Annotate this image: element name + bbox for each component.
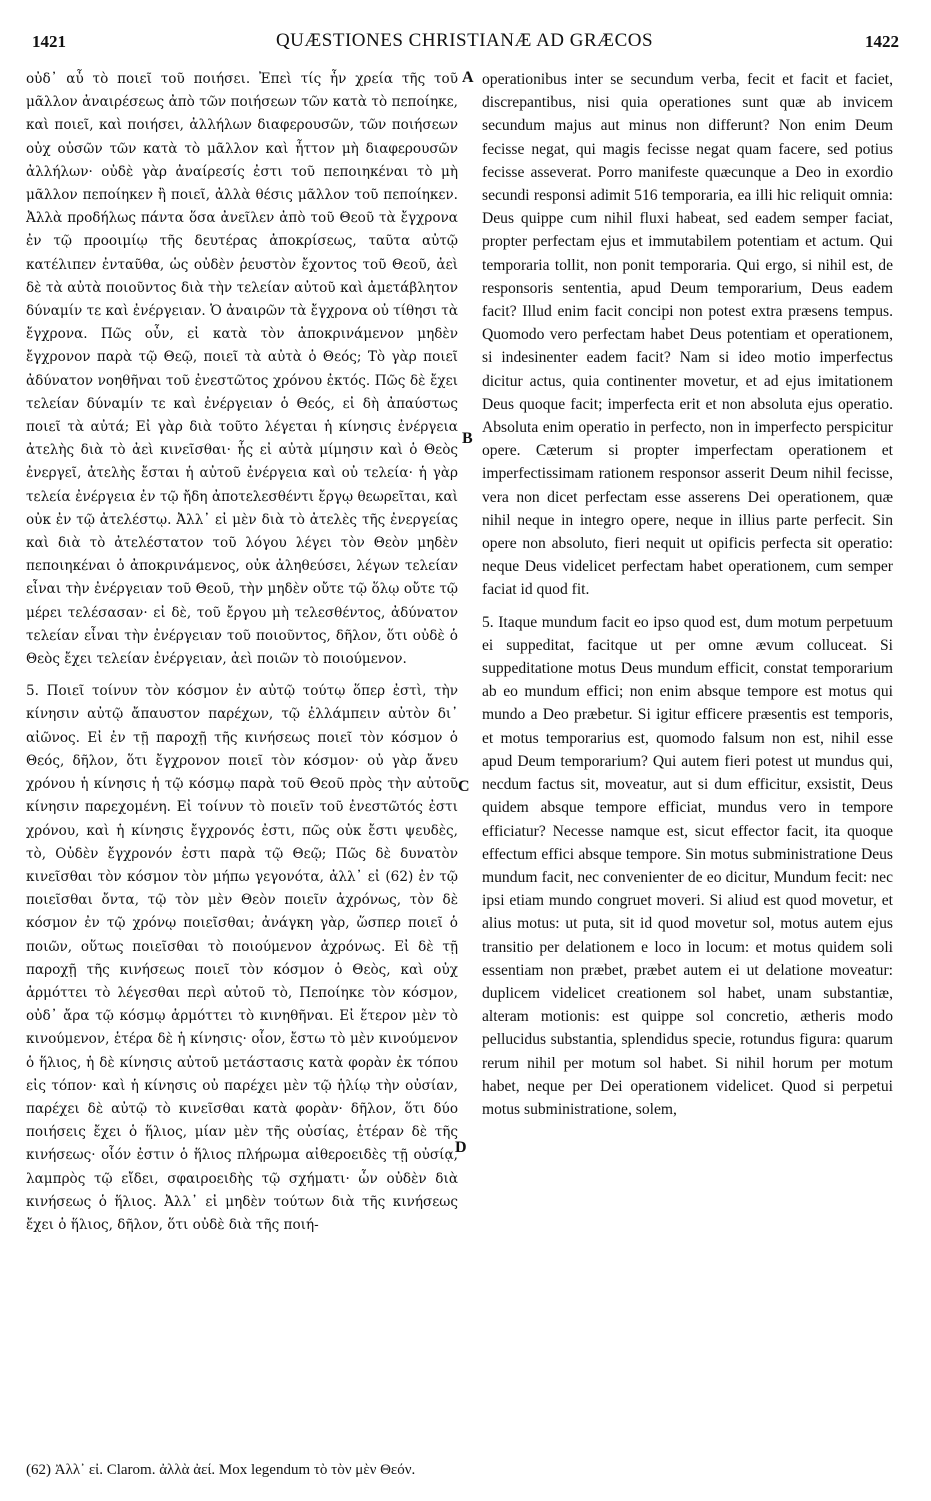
greek-paragraph-1: οὐδ᾽ αὖ τὸ ποιεῖ τοῦ ποιήσει. Ἐπεὶ τίς ἦν χρεία τῆς τοῦ μᾶλλον ἀναιρέσεως ἀπὸ τῶν ποιήσεων τῶν κατὰ τὸ πεποίηκε, καὶ ποιεῖ, καὶ ποιήσει, ἀλλήλων διαφερουσῶν, τῶν ποιήσεων οὐχ οὐσῶν τῶν κατὰ τὸ μᾶλλον καὶ ἧττον μὴ διαφερουσῶν ἀλλήλων· οὐδὲ γὰρ ἀναίρεσίς ἐστι τοῦ πεποιηκέναι τὸ μὴ μᾶλλον πεποίηκεν ἢ ποιεῖ, ἀλλὰ θέσις μᾶλλον τοῦ πεποίηκεν. Ἀλλὰ προδήλως πάντα ὅσα ἀνεῖλεν ἀπὸ τοῦ Θεοῦ τὰ ἔγχρονα ἐν τῷ προοιμίῳ τῆς δευτέρας ἀποκρίσεως, ταῦτα αὐτῷ κατέλιπεν ἐνταῦθα, ὡς οὐδὲν ῥευστὸν ἔχοντος τοῦ Θεοῦ, ἀεὶ δὲ τὰ αὐτὰ ποιοῦντος διὰ τὴν τελείαν αὐτοῦ καὶ ἀμετάβλητον δύναμίν τε καὶ ἐνέργειαν. Ὁ ἀναιρῶν τὰ ἔγχρονα οὐ τίθησι τὰ ἔγχρονα. Πῶς οὖν, εἰ κατὰ τὸν ἀποκρινάμενον μηδὲν ἔγχρονον παρὰ τῷ Θεῷ, ποιεῖ τὰ αὐτὰ ὁ Θεός; Τὸ γὰρ ποιεῖ ἀδύνατον νοηθῆναι τοῦ ἐνεστῶτος χρόνου ἐκτός. Πῶς δὲ ἔχει τελείαν δύναμίν τε καὶ ἐνέργειαν ὁ Θεός, εἰ δὴ ἀπαύστως ποιεῖ τὰ αὐτά; Εἰ γὰρ διὰ τοῦτο λέγεται ἡ κίνησις ἐνέργεια ἀτελὴς διὰ τὸ ἀεὶ κινεῖσθαι· ἧς εἰ αὐτὰ μίμησιν καὶ ὁ Θεὸς ἐνεργεῖ, ἀτελὴς ἔσται ἡ αὐτοῦ ἐνέργεια καὶ οὐ τελεία· ἡ γὰρ τελεία ἐνέργεια ἐν τῷ ἤδη ἀποτελεσθέντι ἔργῳ θεωρεῖται, καὶ οὐκ ἐν τῷ ἀτελέστῳ. Ἀλλ᾽ εἰ μὲν διὰ τὸ ἀτελὲς τῆς ἐνεργείας καὶ διὰ τὸ ἀτελέστατον τοῦ λόγου λέγει τὸν Θεὸν μηδὲν πεποιηκέναι ὁ ἀποκρινάμενος, οὐκ ἀληθεύσει, λέγων τελείαν εἶναι τὴν ἐνέργειαν τοῦ Θεοῦ, τὴν μηδὲν οὔτε τῷ ὅλῳ οὔτε τῷ μέρει τελέσασαν· εἰ δὲ, τοῦ ἔργου μὴ τελεσθέντος, ἀδύνατον τελείαν εἶναι τὴν ἐνέργειαν τοῦ ποιοῦντος, δῆλον, ὅτι οὐδὲ ὁ Θεὸς ἔχει τελείαν ἐνέργειαν, ἀεὶ ποιῶν τὸ ποιούμενον. — [26, 71, 458, 668]
page-number-right: 1422 — [865, 32, 899, 51]
page-number-left: 1421 — [32, 32, 66, 51]
running-title: QUÆSTIONES CHRISTIANÆ AD GRÆCOS — [275, 30, 654, 51]
footnote: (62) Ἀλλ᾽ εἰ. Clarom. ἀλλὰ ἀεί. Mox legendum τὸ τὸν μὲν Θεόν. — [26, 1462, 416, 1478]
margin-marker-b: B — [462, 430, 473, 447]
running-header — [26, 30, 903, 56]
greek-column — [26, 68, 458, 1237]
margin-marker-c: C — [458, 778, 470, 795]
greek-paragraph-2: 5. Ποιεῖ τοίνυν τὸν κόσμον ἐν αὐτῷ τούτῳ ὅπερ ἐστὶ, τὴν κίνησιν αὐτῷ ἄπαυστον παρέχων, τῷ ἐλλάμπειν αὐτὸν δι᾽ αἰῶνος. Εἰ ἐν τῇ παροχῇ τῆς κινήσεως ποιεῖ τὸν κόσμον ὁ Θεός, δῆλον, ὅτι ἔγχρονον ποιεῖ τὸν κόσμον· οὐ γὰρ ἄνευ χρόνου ἡ κίνησις ἡ τῷ κόσμῳ παρὰ τοῦ Θεοῦ πρὸς τὴν αὐτοῦ κίνησιν παρεχομένη. Εἰ τοίνυν τὸ ποιεῖν τοῦ ἐνεστῶτός ἐστι χρόνου, καὶ ἡ κίνησις ἔγχρονός ἐστι, πῶς οὐκ ἔστι ψευδὲς, τὸ, Οὐδὲν ἔγχρονόν ἐστι παρὰ τῷ Θεῷ; Πῶς δὲ δυνατὸν κινεῖσθαι τὸν κόσμον τὸν μήπω γεγονότα, ἀλλ᾽ εἰ (62) ἐν τῷ ποιεῖσθαι ὄντα, τῷ τὸν μὲν Θεὸν ποιεῖν ἀχρόνως, τὸν δὲ κόσμον ἐν τῷ χρόνῳ ποιεῖσθαι; ἀνάγκη γὰρ, ὥσπερ ποιεῖ ὁ ποιῶν, οὕτως ποιεῖσθαι τὸ ποιούμενον ἀχρόνως. Εἰ δὲ τῇ παροχῇ τῆς κινήσεως ποιεῖ τὸν κόσμον ὁ Θεὸς, καὶ οὐχ ἁρμόττει τὸ λέγεσθαι περὶ αὐτοῦ τὸ, Πεποίηκε τὸν κόσμον, οὐδ᾽ ἄρα τῷ κόσμῳ ἁρμόττει τὸ κινηθῆναι. Εἰ ἕτερον μὲν τὸ κινούμενον, ἑτέρα δὲ ἡ κίνησις· οἷον, ἔστω τὸ μὲν κινούμενον ὁ ἥλιος, ἡ δὲ κίνησις αὐτοῦ μετάστασις κατὰ φορὰν ἐκ τόπου εἰς τόπον· καὶ ἡ κίνησις οὐ παρέχει μὲν τῷ ἡλίῳ τὴν οὐσίαν, παρέχει δὲ αὐτῷ τὸ κινεῖσθαι κατὰ φορὰν· δῆλον, ὅτι δύο ποιήσεις ἔχει ὁ ἥλιος, μίαν μὲν τῆς οὐσίας, ἑτέραν δὲ τῆς κινήσεως· οἷόν ἐστιν ὁ ἥλιος πλήρωμα αἰθεροειδὲς τῇ οὐσίᾳ, λαμπρὸς τῷ εἴδει, σφαιροειδὴς τῷ σχήματι· ὧν οὐδὲν διὰ κινήσεως ὁ ἥλιος. Ἀλλ᾽ εἰ μηδὲν τούτων διὰ τῆς κινήσεως ἔχει ὁ ἥλιος, δῆλον, ὅτι οὐδὲ διὰ τῆς ποιή- — [26, 683, 458, 1233]
margin-marker-a: A — [462, 69, 474, 86]
latin-paragraph-1: operationibus inter se secundum verba, fecit et facit et faciet, discrepantibus, nisi quia operationes sunt quæ ab invicem secundum majus aut minus non differunt? Non enim Deum fecisse negat, qui magis fecisse negat quam facere, sed potius fecisse asseverat. Porro manifeste quæcunque a Deo in exordio secundi responsi adimit 516 temporaria, ea illi hic reliquit omnia: Deus quippe cum nihil fluxi habeat, sed eadem semper faciat, propter perfectam ejus et immutabilem potentiam et actum. Qui temporaria tollit, non ponit temporaria. Qui ergo, si nihil est, de responsoris sententia, apud Deum temporarium, Deus eadem facit? Illud enim facit concipi non potest extra præsens tempus. Quomodo vero perfectam habet Deus potentiam et operationem, si indesinenter eadem facit? Nam si ideo motio imperfectus dicitur actus, quia continenter movetur, et ad ejus imitationem Deus quoque facit; imperfecta erit et non absoluta ejus operatio. Absoluta enim operatio in perfecto, non in imperfecto perspicitur opere. Cæterum si propter imperfectam operationem et imperfectissimam rationem responsor asserit Deum nihil fecisse, vera non dicet perfectam esse asserens Dei operationem, quæ nihil neque in integro opere, neque in illius parte perfecit. Sin opere non absoluto, fieri nequit ut opificis perfecta sit operatio: neque Deus videlicet perfectam habet operationem, cum semper faciat id quod fit. — [482, 71, 893, 599]
margin-marker-d: D — [455, 1139, 467, 1156]
latin-paragraph-2: 5. Itaque mundum facit eo ipso quod est, dum motum perpetuum ei suppeditat, facitque ut per omne ævum colluceat. Si suppeditatione motus Deus mundum efficit, constat temporarium ab eo mundum effici; non enim absque tempore est motus qui mundo a Deo præbetur. Si igitur efficere præsentis est temporis, et motus temporarius est, quomodo falsum non est, nihil esse apud Deum temporarium? Qui autem fieri potest ut mundus qui, necdum factus sit, moveatur, aut si dum efficitur, exsistit, Deus quidem absque tempore efficiat, mundus vero in tempore efficiatur? Necesse namque est, sicut effector facit, ita quoque effectum effici absque tempore. Sin motus subministratione Deus mundum facit, nec convenienter de eo dicitur, Mundum fecit: nec ipsi etiam mundo congruet moveri. Si aliud est quod movetur, et alius motus: ut puta, sit id quod movetur sol, motus autem ejus transitio per delationem e loco in locum: et motus quidem soli essentiam non præbet, præbet autem ei ut delatione moveatur: duplicem videlicet creationem sol habet, unam substantiæ, alteram motionis: est quippe sol concretio, ætheris modo pellucidus substantia, splendidus specie, rotundus figura: quarum rerum nihil per motum sol habet. Si nihil horum per motum habet, neque per Dei operationem videlicet. Quod si perpetui motus subministratione, solem, — [482, 613, 893, 1118]
latin-column — [482, 68, 893, 1121]
